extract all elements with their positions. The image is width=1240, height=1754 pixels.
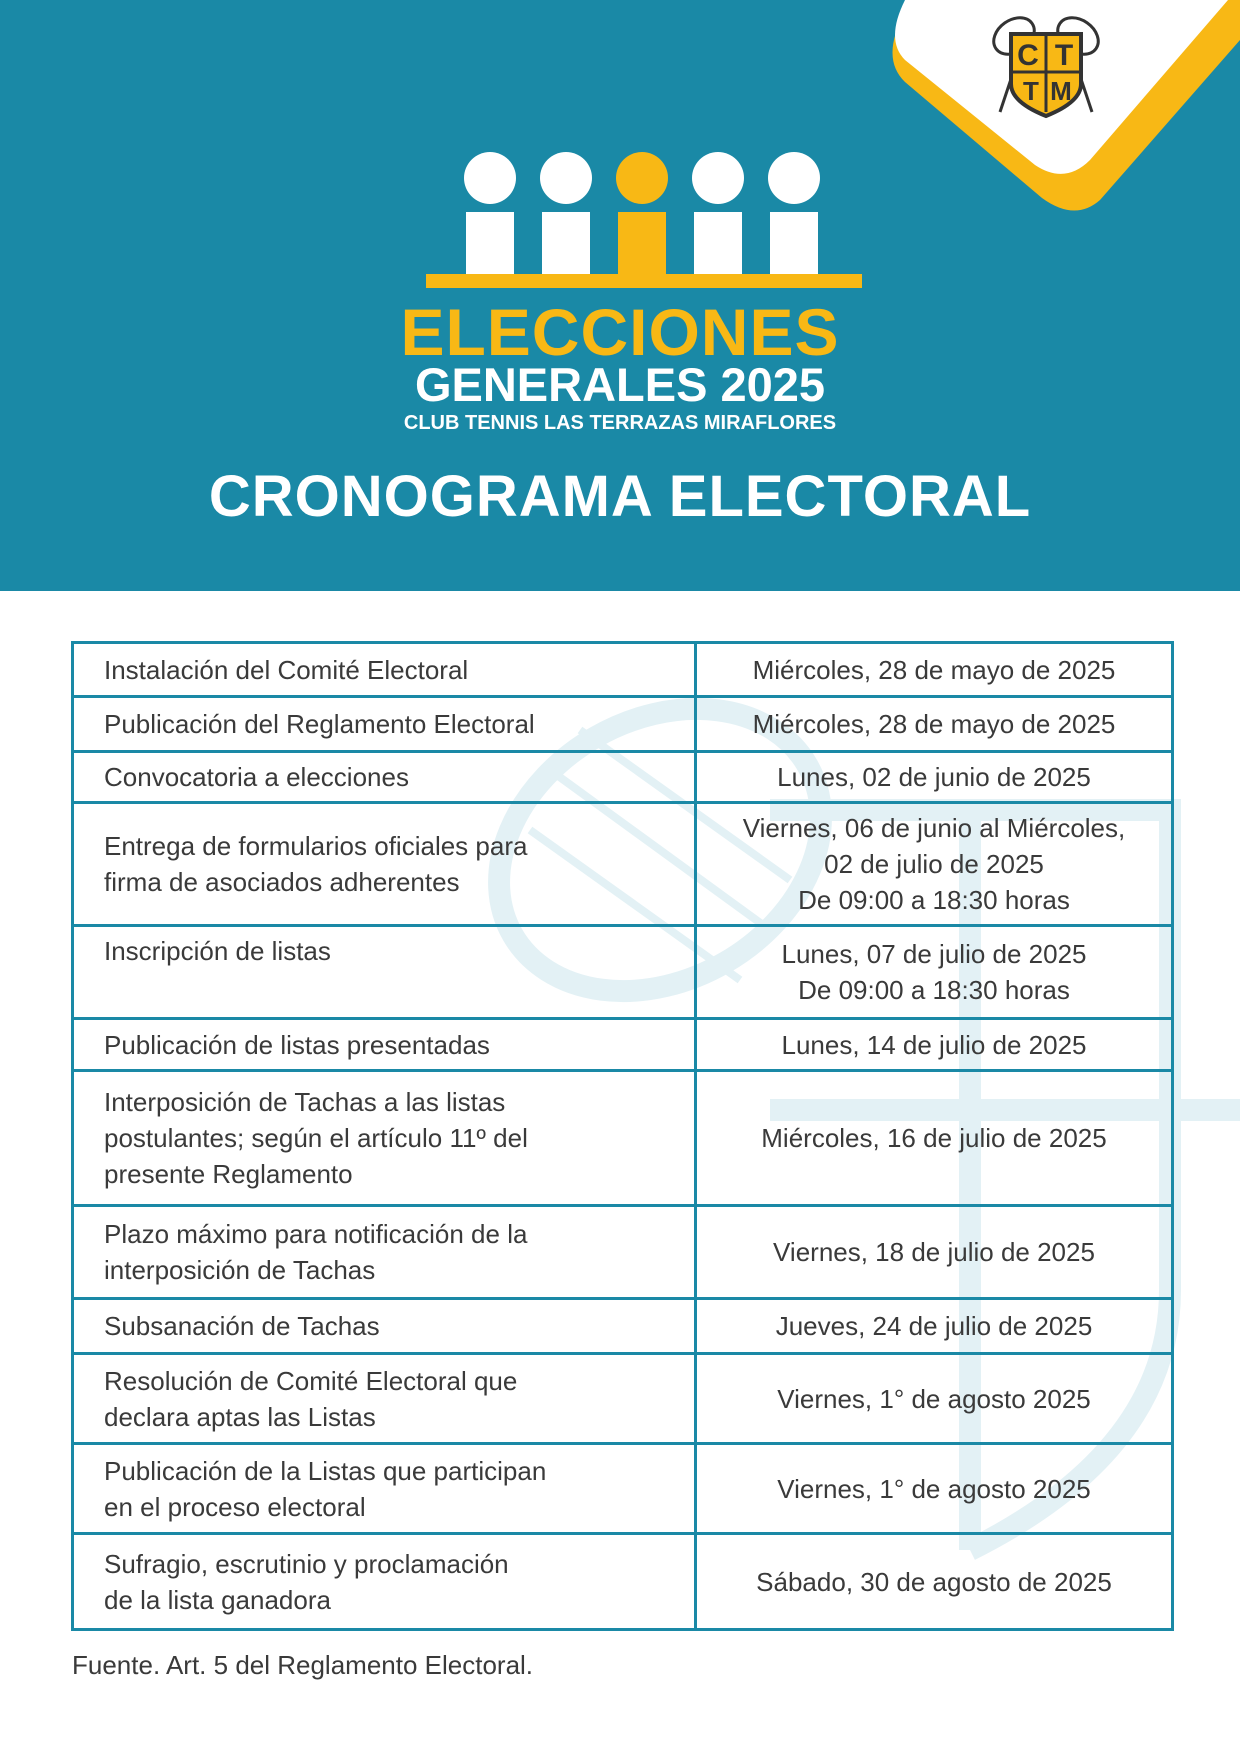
activity-cell — [73, 803, 696, 926]
table-row — [73, 1019, 1173, 1071]
date-text: Viernes, 1° de agosto 2025 — [777, 1473, 1091, 1504]
date-cell — [696, 1206, 1173, 1299]
date-text: Viernes, 1° de agosto 2025 — [777, 1383, 1091, 1414]
activity-text: postulantes; según el artículo 11º del — [104, 1123, 528, 1153]
table-row — [73, 1206, 1173, 1299]
activity-cell — [73, 926, 696, 1019]
date-text: Lunes, 14 de julio de 2025 — [781, 1029, 1087, 1060]
table-row — [73, 1444, 1173, 1534]
activity-text: Instalación del Comité Electoral — [104, 654, 469, 685]
activity-text: Subsanación de Tachas — [104, 1311, 380, 1341]
date-text: Sábado, 30 de agosto de 2025 — [756, 1566, 1112, 1597]
table-row — [73, 752, 1173, 803]
date-text: Miércoles, 28 de mayo de 2025 — [752, 654, 1116, 685]
header-banner — [0, 0, 1240, 591]
table-row — [73, 643, 1173, 697]
club-emblem — [986, 14, 1106, 124]
activity-text: Publicación de la Listas que participan — [104, 1455, 547, 1486]
date-text: Lunes, 07 de julio de 2025 — [781, 939, 1087, 969]
table-row — [73, 1071, 1173, 1206]
activity-text: firma de asociados adherentes — [104, 867, 460, 897]
activity-text: Entrega de formularios oficiales para — [104, 831, 528, 861]
activity-text: Publicación de listas presentadas — [104, 1029, 490, 1060]
activity-cell — [73, 1354, 696, 1444]
emblem-letter-m: M — [1050, 76, 1072, 106]
activity-cell — [73, 697, 696, 752]
date-text: Miércoles, 28 de mayo de 2025 — [752, 709, 1116, 739]
date-text: Miércoles, 16 de julio de 2025 — [761, 1123, 1107, 1153]
date-cell — [696, 1444, 1173, 1534]
page-title: CRONOGRAMA ELECTORAL — [208, 464, 1032, 529]
date-cell — [696, 752, 1173, 803]
table-row — [73, 1299, 1173, 1354]
activity-text: en el proceso electoral — [104, 1491, 366, 1522]
date-text: Lunes, 02 de junio de 2025 — [777, 762, 1091, 792]
date-text: 02 de julio de 2025 — [824, 849, 1044, 879]
date-text: Viernes, 18 de julio de 2025 — [773, 1237, 1095, 1267]
activity-text: Convocatoria a elecciones — [104, 762, 409, 792]
voters-icon — [424, 150, 864, 295]
table-row — [73, 926, 1173, 1019]
activity-text: presente Reglamento — [104, 1159, 353, 1189]
logo-title-generales: GENERALES 2025 — [414, 358, 826, 411]
activity-cell — [73, 1299, 696, 1354]
activity-cell — [73, 1444, 696, 1534]
table-row — [73, 1534, 1173, 1630]
activity-text: Inscripción de listas — [104, 936, 331, 966]
date-cell — [696, 803, 1173, 926]
table-row — [73, 697, 1173, 752]
activity-text: Plazo máximo para notificación de la — [104, 1219, 528, 1249]
date-time-text: De 09:00 a 18:30 horas — [798, 975, 1070, 1005]
date-cell — [696, 1299, 1173, 1354]
activity-text: declara aptas las Listas — [104, 1401, 376, 1432]
activity-text: interposición de Tachas — [104, 1255, 376, 1285]
emblem-letter-t1: T — [1054, 39, 1074, 72]
activity-text: Sufragio, escrutinio y proclamación — [104, 1548, 509, 1579]
table-row — [73, 1354, 1173, 1444]
date-cell — [696, 1354, 1173, 1444]
activity-text: Interposición de Tachas a las listas — [104, 1087, 506, 1117]
activity-text: Resolución de Comité Electoral que — [104, 1365, 518, 1396]
date-text: Jueves, 24 de julio de 2025 — [775, 1311, 1093, 1341]
schedule-table — [71, 641, 1174, 1631]
logo-title-elecciones: ELECCIONES — [400, 295, 840, 369]
logo-club-name: CLUB TENNIS LAS TERRAZAS MIRAFLORES — [403, 412, 837, 434]
date-cell — [696, 697, 1173, 752]
activity-cell — [73, 1071, 696, 1206]
emblem-letter-t2: T — [1023, 76, 1039, 106]
activity-cell — [73, 1206, 696, 1299]
emblem-letter-c: C — [1017, 39, 1039, 72]
activity-cell — [73, 752, 696, 803]
activity-cell — [73, 643, 696, 697]
source-footnote: Fuente. Art. 5 del Reglamento Electoral. — [72, 1650, 534, 1680]
date-cell — [696, 926, 1173, 1019]
date-time-text: De 09:00 a 18:30 horas — [798, 885, 1070, 915]
table-row — [73, 803, 1173, 926]
activity-text: de la lista ganadora — [104, 1584, 331, 1615]
activity-cell — [73, 1019, 696, 1071]
activity-text: Publicación del Reglamento Electoral — [104, 709, 535, 739]
activity-cell — [73, 1534, 696, 1630]
date-cell — [696, 1019, 1173, 1071]
date-text: Viernes, 06 de junio al Miércoles, — [742, 813, 1126, 843]
date-cell — [696, 643, 1173, 697]
date-cell — [696, 1534, 1173, 1630]
date-cell — [696, 1071, 1173, 1206]
